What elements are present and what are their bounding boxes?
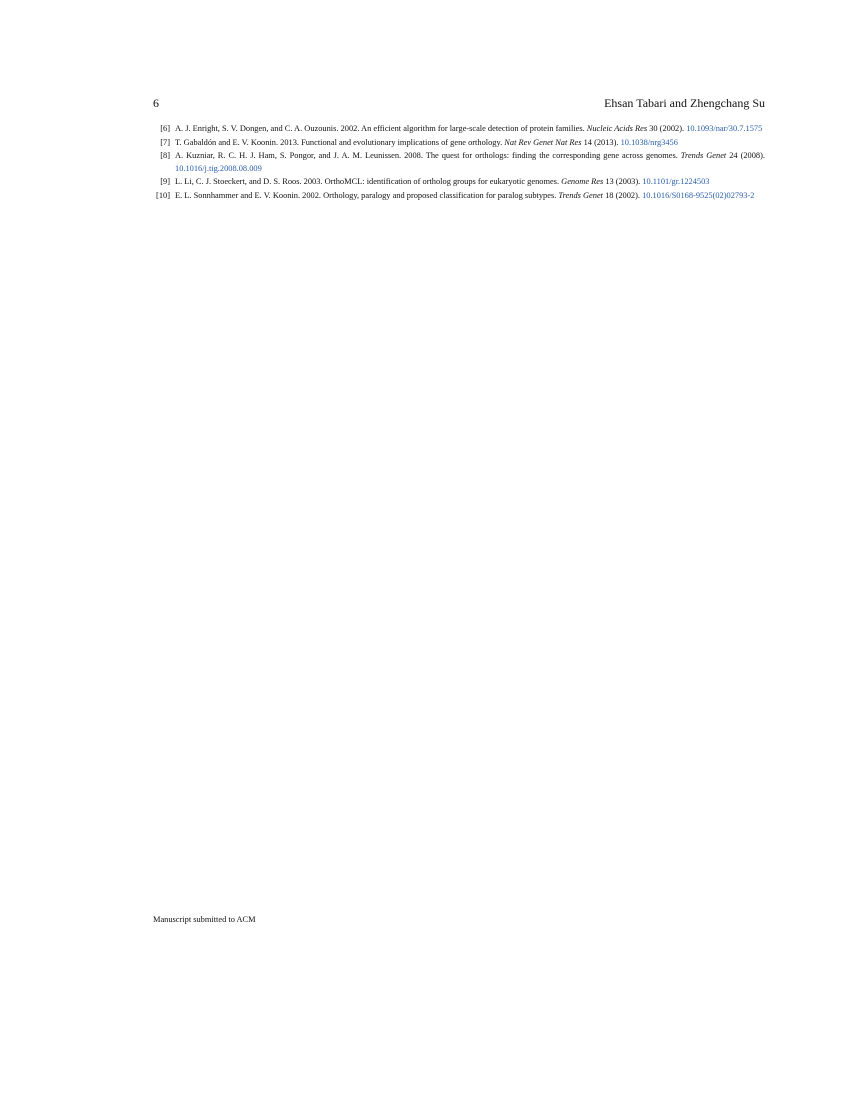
ref-label: [6]	[160, 124, 170, 133]
reference-item	[153, 190, 765, 202]
doi-link[interactable]: 10.1038/nrg3456	[620, 137, 678, 147]
ref-label: [8]	[160, 151, 170, 161]
doi-link[interactable]: 10.1016/S0168-9525(02)02793-2	[642, 191, 755, 201]
header-authors: Ehsan Tabari and Zhengchang Su	[604, 96, 765, 110]
ref-after: 14 (2013).	[581, 137, 621, 147]
reference-item	[153, 137, 765, 149]
ref-after: 13 (2003).	[603, 177, 643, 187]
reference-item	[153, 150, 765, 174]
ref-journal: Genome Res	[561, 177, 604, 187]
ref-after: 30 (2002).	[647, 124, 687, 133]
ref-journal: Trends Genet	[558, 191, 603, 201]
ref-journal: Nat Rev Genet Nat Res	[504, 137, 582, 147]
ref-text: A. J. Enright, S. V. Dongen, and C. A. Ouzounis. 2002. An efficient algorithm for large-scale detection of protein families.	[175, 124, 587, 133]
ref-label: [10]	[156, 191, 170, 201]
doi-link[interactable]: 10.1016/j.tig.2008.08.009	[175, 163, 262, 173]
reference-list	[153, 123, 765, 204]
ref-journal: Nucleic Acids Res	[586, 124, 648, 133]
ref-after: 24 (2008).	[726, 151, 765, 161]
doi-link[interactable]: 10.1093/nar/30.7.1575	[686, 124, 763, 133]
ref-after: 18 (2002).	[603, 191, 643, 201]
ref-text: E. L. Sonnhammer and E. V. Koonin. 2002. Orthology, paralogy and proposed classification for paralog subtypes.	[175, 191, 559, 201]
reference-item	[153, 176, 765, 188]
ref-text: A. Kuzniar, R. C. H. J. Ham, S. Pongor, and J. A. M. Leunissen. 2008. The quest for orthologs: finding the corresponding gene across genomes.	[175, 151, 681, 161]
doi-link[interactable]: 10.1101/gr.1224503	[642, 177, 710, 187]
footer: Manuscript submitted to ACM	[153, 915, 256, 924]
ref-label: [9]	[160, 177, 170, 187]
page-number: 6	[153, 96, 159, 110]
reference-item	[153, 123, 765, 135]
ref-label: [7]	[160, 137, 170, 147]
ref-text: T. Gabaldón and E. V. Koonin. 2013. Functional and evolutionary implications of gene orthology.	[175, 137, 505, 147]
ref-text: L. Li, C. J. Stoeckert, and D. S. Roos. 2003. OrthoMCL: identification of ortholog groups for eukaryotic genomes.	[175, 177, 562, 187]
ref-journal: Trends Genet	[680, 151, 727, 161]
